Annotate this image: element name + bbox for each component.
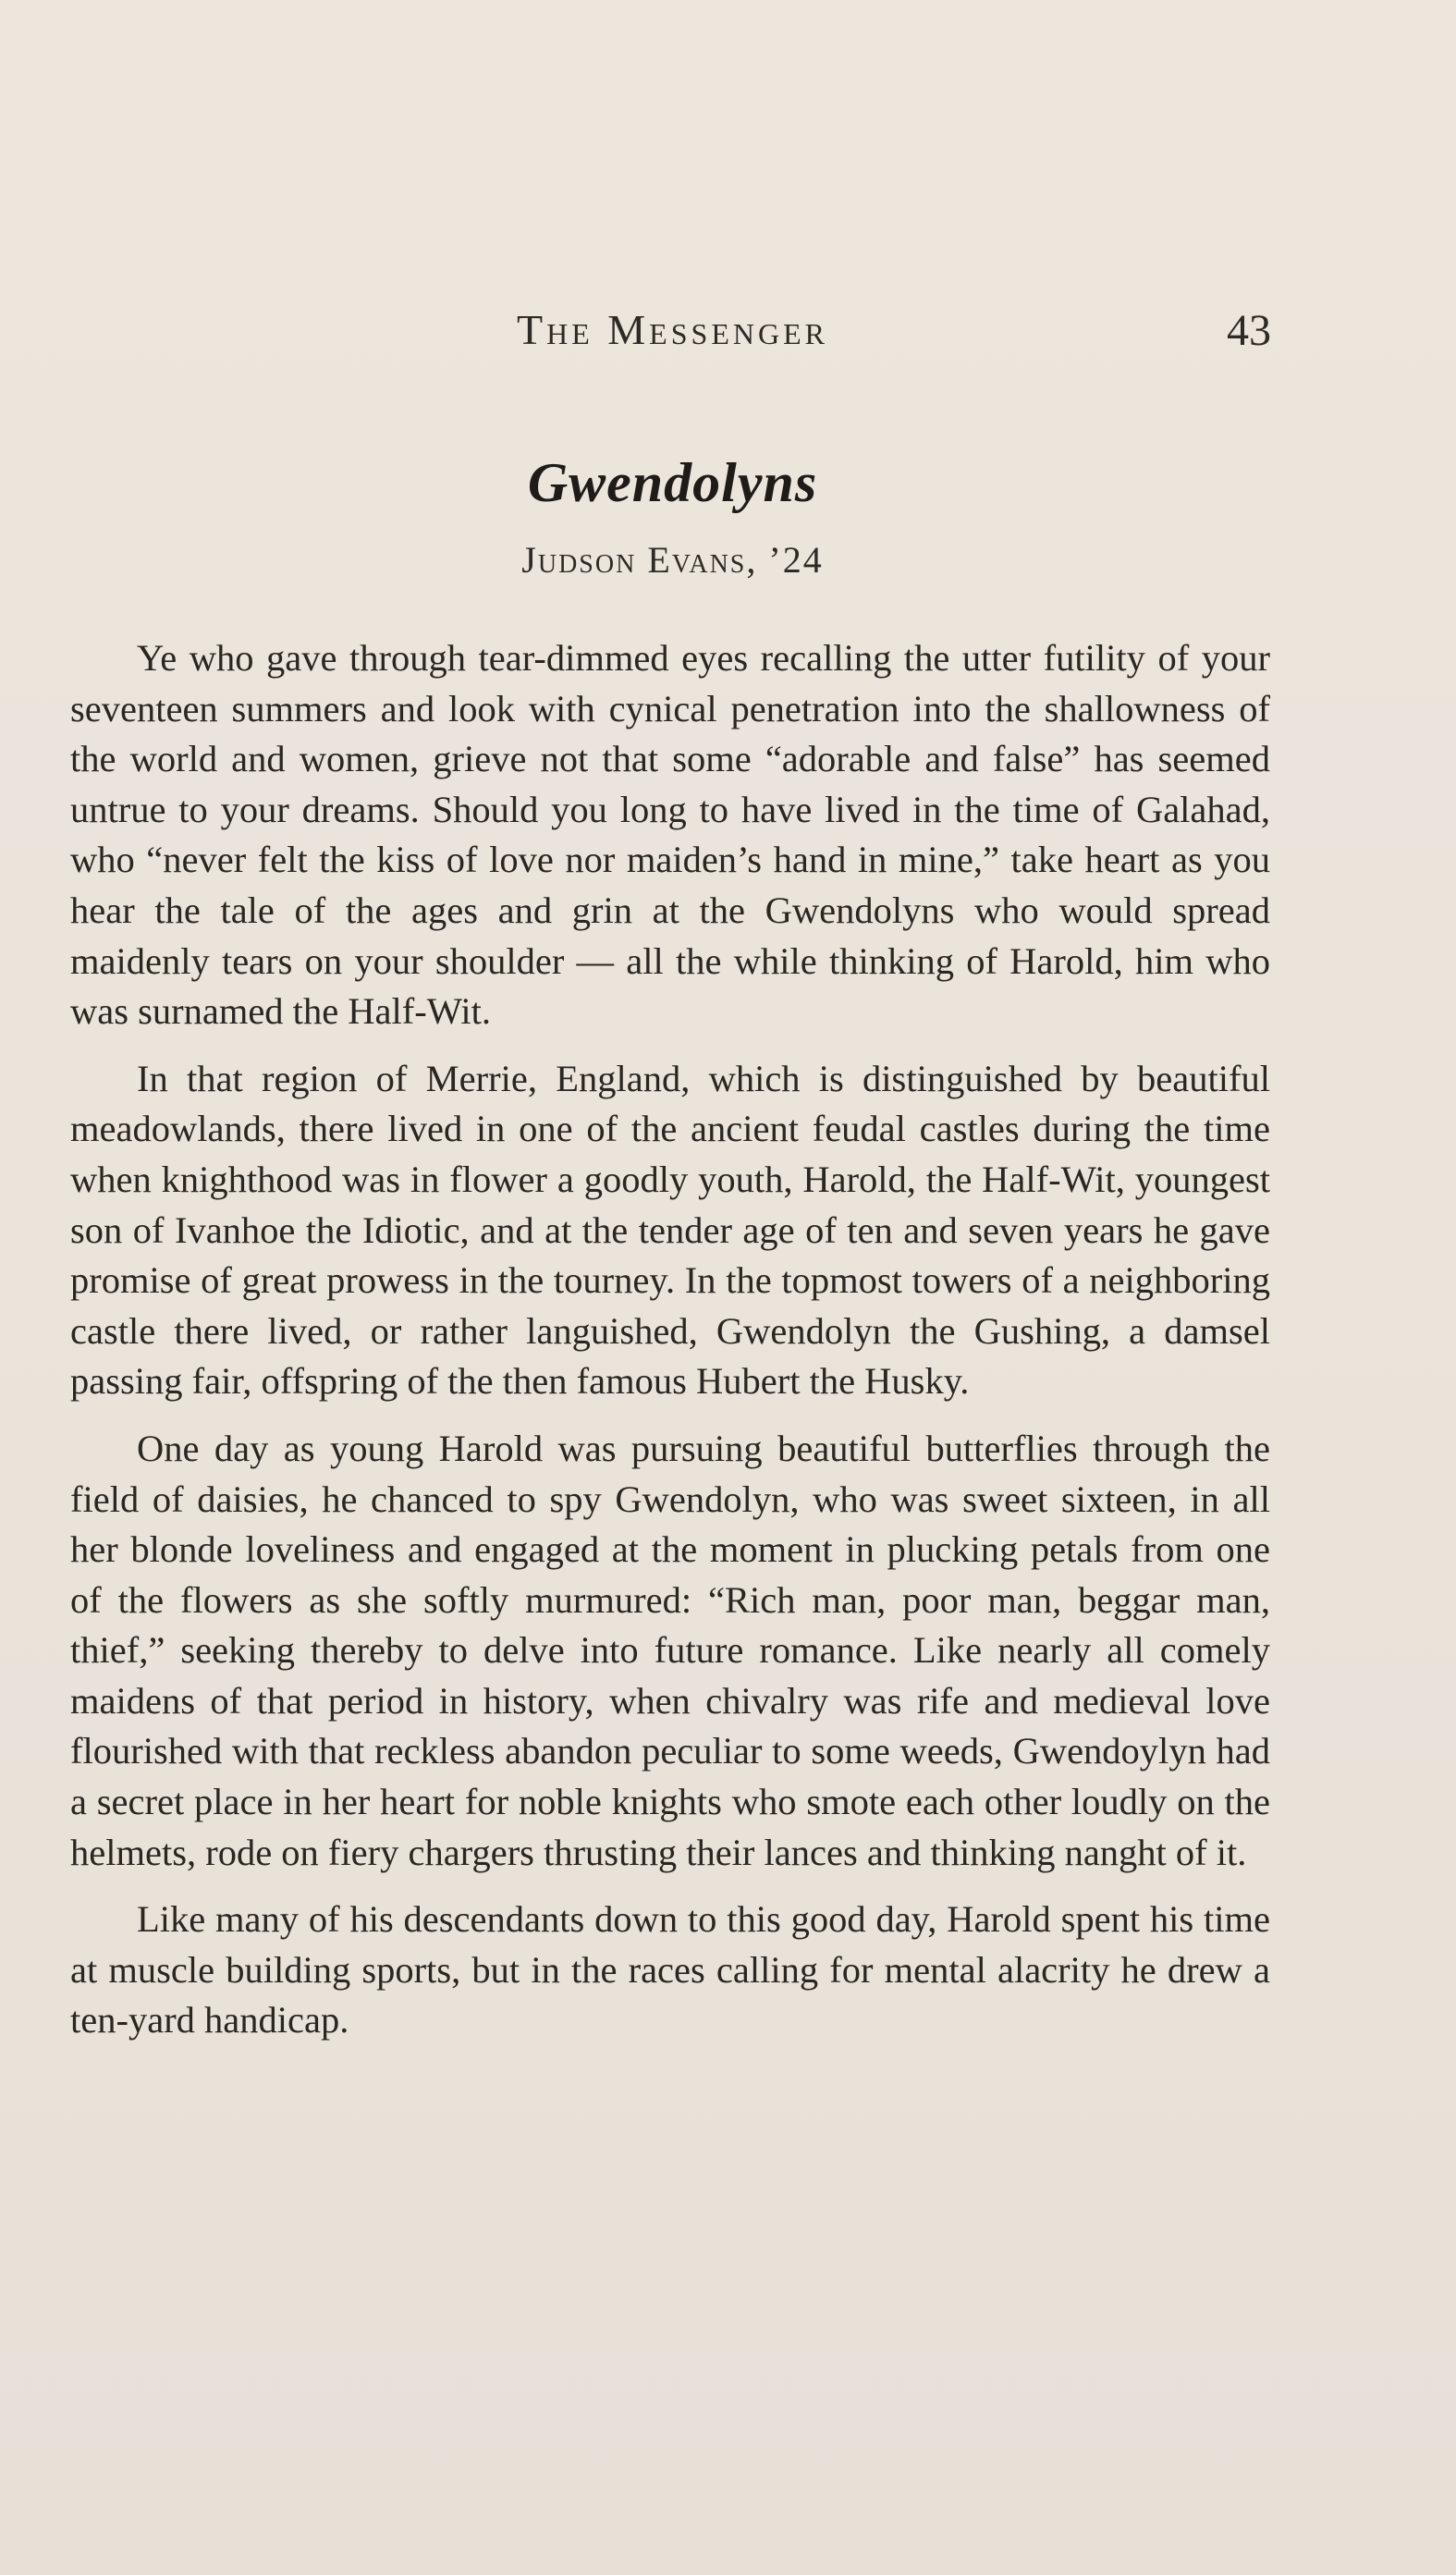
journal-title: The Messenger	[517, 306, 828, 353]
page-number: 43	[1227, 306, 1271, 355]
paragraph: Ye who gave through tear-dimmed eyes recalling the utter futility of your seventeen summers and look with cynical penetration into the shallowness of the world and women, grieve not that some “adorable and false” has seemed untrue to your dreams. Should you long to have lived in the time of Galahad, who “never felt the kiss of love nor maiden’s hand in mine,” take heart as you hear the tale of the ages and grin at the Gwendolyns who would spread maidenly tears on your shoulder — all the while thinking of Harold, him who was surnamed the Half-Wit.	[70, 637, 1270, 1033]
article-byline: Judson Evans, ’24	[521, 539, 824, 581]
running-head	[0, 305, 1456, 361]
paragraph: In that region of Merrie, England, which is distinguished by beautiful meadowlands, there lived in one of the ancient feudal castles during the time when knighthood was in flower a goodly youth, Harold, the Half-Wit, youngest son of Ivanhoe the Idiotic, and at the tender age of ten and seven years he gave promise of great prowess in the tourney. In the topmost towers of a neighboring castle there lived, or rather languished, Gwendolyn the Gushing, a damsel passing fair, offspring of the then famous Hubert the Husky.	[70, 1057, 1270, 1403]
article-body	[70, 633, 1270, 2063]
paragraph: One day as young Harold was pursuing beautiful butterflies through the field of daisies, he chanced to spy Gwendolyn, who was sweet sixteen, in all her blonde loveliness and engaged at the moment in plucking petals from one of the flowers as she softly murmured: “Rich man, poor man, beggar man, thief,” seeking thereby to delve into future romance. Like nearly all comely maidens of that period in history, when chivalry was rife and medieval love flourished with that reckless abandon peculiar to some weeds, Gwendoylyn had a secret place in her heart for noble knights who smote each other loudly on the helmets, rode on fiery chargers thrusting their lances and thinking nanght of it.	[70, 1427, 1270, 1873]
paragraph: Like many of his descendants down to this good day, Harold spent his time at muscle building sports, but in the races calling for mental alacrity he drew a ten-yard handicap.	[70, 1898, 1270, 2042]
article-title: Gwendolyns	[527, 452, 818, 513]
